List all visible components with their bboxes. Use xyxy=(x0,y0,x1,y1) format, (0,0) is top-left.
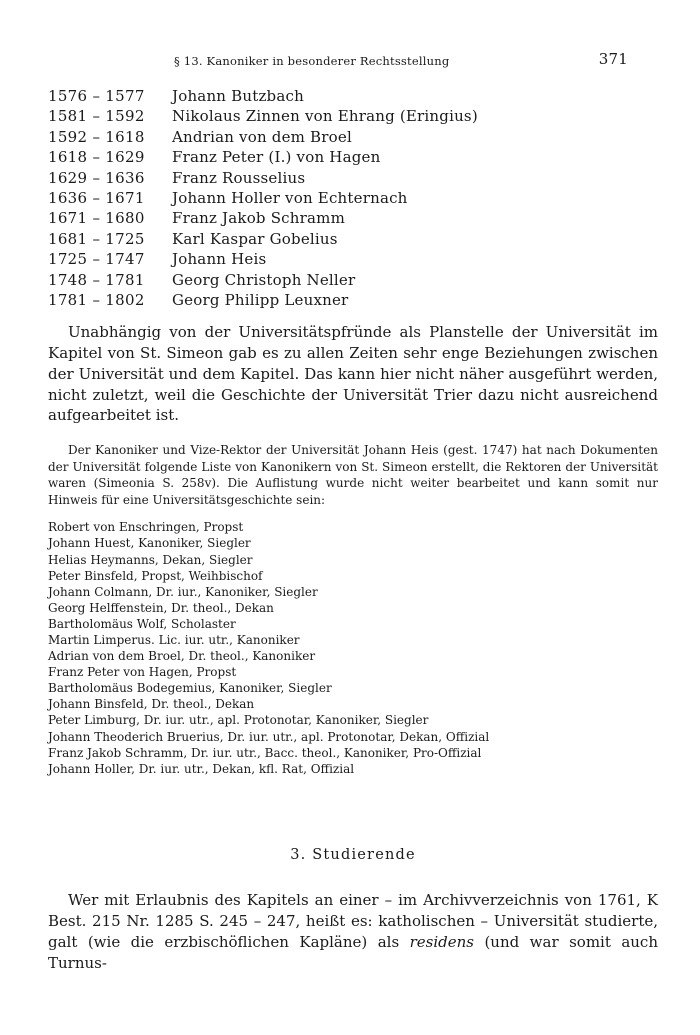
running-header xyxy=(48,48,658,70)
list-item: Franz Peter von Hagen, Propst xyxy=(48,665,237,680)
list-item: Johann Huest, Kanoniker, Siegler xyxy=(48,536,251,551)
list-item: Martin Limperus. Lic. iur. utr., Kanoniker xyxy=(48,633,300,648)
rector-name: Johann Heis xyxy=(172,250,267,269)
canon-list xyxy=(48,519,658,777)
list-item: Johann Holler, Dr. iur. utr., Dekan, kfl. Rat, Offizial xyxy=(48,761,355,776)
term-years: 1576 – 1577 xyxy=(48,87,145,105)
list-item xyxy=(48,270,658,290)
term-years: 1781 – 1802 xyxy=(48,291,145,310)
list-item: Helias Heymanns, Dekan, Siegler xyxy=(48,552,253,567)
list-item: Peter Limburg, Dr. iur. utr., apl. Protonotar, Kanoniker, Siegler xyxy=(48,713,429,728)
rector-name: Franz Peter (I.) von Hagen xyxy=(172,148,381,167)
term-years: 1581 – 1592 xyxy=(48,107,145,126)
list-item xyxy=(48,229,658,249)
term-years: 1618 – 1629 xyxy=(48,148,145,167)
list-item: Johann Binsfeld, Dr. theol., Dekan xyxy=(48,697,255,712)
list-item xyxy=(48,208,658,228)
term-years: 1748 – 1781 xyxy=(48,270,145,289)
list-item: Franz Jakob Schramm, Dr. iur. utr., Bacc. theol., Kanoniker, Pro-Offizial xyxy=(48,745,482,760)
rector-name: Georg Christoph Neller xyxy=(172,270,356,289)
paragraph-text: Wer mit Erlaubnis des Kapitels an einer – im Archivverzeichnis von 1761, K Best. 215 Nr. 1285 S. 245 – 247, heißt es: katholischen – Universität studierte, galt (wie die erzbischöflichen Kapläne) als xyxy=(48,890,658,951)
rector-name: Franz Rousselius xyxy=(172,168,306,187)
section-heading: 3. Studierende xyxy=(290,846,416,863)
list-item: Adrian von dem Broel, Dr. theol., Kanoniker xyxy=(48,649,316,664)
term-years: 1681 – 1725 xyxy=(48,229,145,248)
rector-name: Andrian von dem Broel xyxy=(172,127,352,146)
list-item xyxy=(48,249,658,269)
term-years: 1592 – 1618 xyxy=(48,127,145,146)
footnote-paragraph: Der Kanoniker und Vize-Rektor der Universität Johann Heis (gest. 1747) hat nach Dokumenten der Universität folgende Liste von Kanonikern von St. Simeon erstellt, die Rektoren der Universität waren (Simeonia S. 258v). Die Auflistung wurde nicht weiter bearbeitet und kann somit nur Hinweis für eine Universitätsgeschichte sein: xyxy=(48,442,658,507)
term-years: 1725 – 1747 xyxy=(48,250,145,269)
list-item: Bartholomäus Wolf, Scholaster xyxy=(48,616,236,631)
rector-name: Johann Butzbach xyxy=(172,87,304,105)
rector-name: Johann Holler von Echternach xyxy=(172,189,408,208)
body-paragraph: Unabhängig von der Universitätspfründe als Planstelle der Universität im Kapitel von St. Simeon gab es zu allen Zeiten sehr enge Beziehungen zwischen der Universität und dem Kapitel. Das kann hier nicht näher ausgeführt werden, nicht zuletzt, weil die Geschichte der Universität Trier dazu nicht ausreichend aufgearbeitet ist. xyxy=(48,323,658,425)
list-item: Johann Colmann, Dr. iur., Kanoniker, Siegler xyxy=(48,584,318,599)
list-item xyxy=(48,86,658,106)
list-item: Bartholomäus Bodegemius, Kanoniker, Siegler xyxy=(48,681,332,696)
rector-name: Georg Philipp Leuxner xyxy=(172,291,349,310)
paragraph-text-end: (und war somit auch Turnus- xyxy=(48,932,658,972)
list-item xyxy=(48,106,658,126)
list-item xyxy=(48,168,658,188)
page-number: 371 xyxy=(598,50,628,68)
list-item xyxy=(48,188,658,208)
rector-list xyxy=(48,86,658,310)
rector-name: Nikolaus Zinnen von Ehrang (Eringius) xyxy=(172,107,478,126)
section-title: § 13. Kanoniker in besonderer Rechtsstellung xyxy=(174,54,450,68)
list-item: Robert von Enschringen, Propst xyxy=(48,520,244,535)
page xyxy=(48,48,658,974)
term-years: 1636 – 1671 xyxy=(48,189,145,208)
rector-name: Karl Kaspar Gobelius xyxy=(172,229,338,248)
list-item: Georg Helffenstein, Dr. theol., Dekan xyxy=(48,600,274,615)
term-years: 1671 – 1680 xyxy=(48,209,145,228)
list-item: Johann Theoderich Bruerius, Dr. iur. utr., apl. Protonotar, Dekan, Offizial xyxy=(48,729,490,744)
body-paragraph-2 xyxy=(48,890,658,974)
list-item xyxy=(48,127,658,147)
list-item: Peter Binsfeld, Propst, Weihbischof xyxy=(48,568,263,583)
rector-name: Franz Jakob Schramm xyxy=(172,209,345,228)
term-years: 1629 – 1636 xyxy=(48,168,145,187)
list-item xyxy=(48,290,658,310)
list-item xyxy=(48,147,658,167)
italic-term: residens xyxy=(409,932,474,951)
